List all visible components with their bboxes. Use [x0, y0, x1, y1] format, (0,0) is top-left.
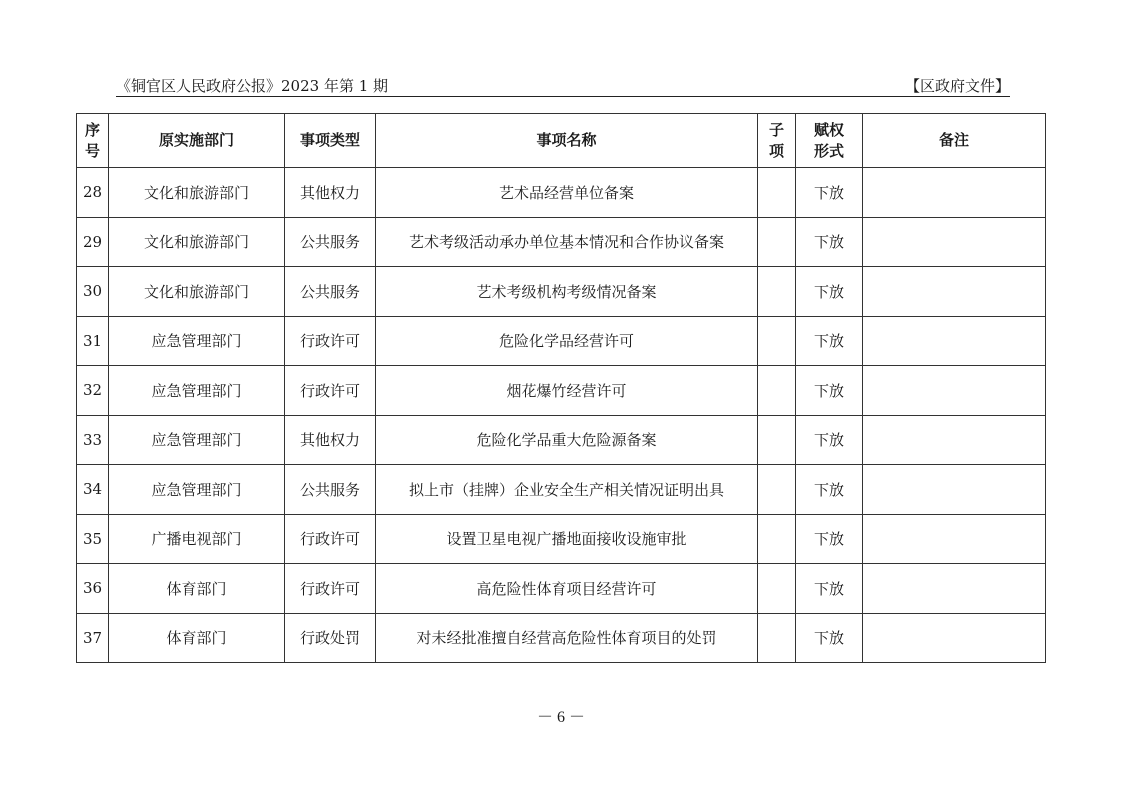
cell-remark [863, 564, 1046, 614]
cell-type: 其他权力 [285, 168, 376, 218]
cell-department: 文化和旅游部门 [109, 168, 285, 218]
cell-name: 烟花爆竹经营许可 [376, 366, 758, 416]
cell-name: 艺术考级活动承办单位基本情况和合作协议备案 [376, 217, 758, 267]
cell-subitem [758, 415, 796, 465]
cell-department: 应急管理部门 [109, 465, 285, 515]
cell-department: 体育部门 [109, 613, 285, 663]
cell-remark [863, 613, 1046, 663]
cell-subitem [758, 613, 796, 663]
cell-type: 公共服务 [285, 267, 376, 317]
cell-seq: 30 [77, 267, 109, 317]
cell-department: 应急管理部门 [109, 316, 285, 366]
cell-name: 艺术品经营单位备案 [376, 168, 758, 218]
cell-department: 应急管理部门 [109, 415, 285, 465]
cell-seq: 35 [77, 514, 109, 564]
table-row [77, 168, 1046, 218]
cell-remark [863, 514, 1046, 564]
table-row [77, 514, 1046, 564]
cell-type: 行政许可 [285, 316, 376, 366]
cell-department: 应急管理部门 [109, 366, 285, 416]
cell-remark [863, 168, 1046, 218]
cell-subitem [758, 465, 796, 515]
bulletin-title: 《铜官区人民政府公报》2023 年第 1 期 [116, 77, 389, 95]
cell-type: 公共服务 [285, 465, 376, 515]
cell-type: 行政许可 [285, 366, 376, 416]
cell-remark [863, 415, 1046, 465]
cell-subitem [758, 168, 796, 218]
table-row [77, 316, 1046, 366]
cell-department: 文化和旅游部门 [109, 217, 285, 267]
section-label: 【区政府文件】 [904, 77, 1010, 95]
cell-name: 艺术考级机构考级情况备案 [376, 267, 758, 317]
column-header-department: 原实施部门 [109, 114, 285, 168]
cell-seq: 37 [77, 613, 109, 663]
cell-seq: 36 [77, 564, 109, 614]
cell-authority: 下放 [796, 514, 863, 564]
page-number: － 6 － [536, 709, 585, 726]
cell-authority: 下放 [796, 613, 863, 663]
table-row [77, 564, 1046, 614]
table-row [77, 465, 1046, 515]
column-header-type: 事项类型 [285, 114, 376, 168]
cell-name: 危险化学品重大危险源备案 [376, 415, 758, 465]
column-header-name: 事项名称 [376, 114, 758, 168]
cell-seq: 33 [77, 415, 109, 465]
cell-subitem [758, 267, 796, 317]
cell-seq: 31 [77, 316, 109, 366]
cell-name: 高危险性体育项目经营许可 [376, 564, 758, 614]
cell-seq: 34 [77, 465, 109, 515]
cell-remark [863, 316, 1046, 366]
cell-authority: 下放 [796, 564, 863, 614]
table-row [77, 366, 1046, 416]
items-table [76, 113, 1046, 663]
cell-type: 公共服务 [285, 217, 376, 267]
table-row [77, 613, 1046, 663]
cell-subitem [758, 316, 796, 366]
cell-subitem [758, 564, 796, 614]
cell-authority: 下放 [796, 267, 863, 317]
table-row [77, 217, 1046, 267]
cell-subitem [758, 366, 796, 416]
cell-authority: 下放 [796, 217, 863, 267]
cell-name: 危险化学品经营许可 [376, 316, 758, 366]
cell-name: 拟上市（挂牌）企业安全生产相关情况证明出具 [376, 465, 758, 515]
cell-department: 体育部门 [109, 564, 285, 614]
cell-name: 设置卫星电视广播地面接收设施审批 [376, 514, 758, 564]
column-header-seq: 序号 [77, 114, 109, 168]
cell-remark [863, 217, 1046, 267]
cell-subitem [758, 514, 796, 564]
cell-type: 其他权力 [285, 415, 376, 465]
cell-authority: 下放 [796, 316, 863, 366]
column-header-remark: 备注 [863, 114, 1046, 168]
cell-type: 行政许可 [285, 564, 376, 614]
cell-name: 对未经批准擅自经营高危险性体育项目的处罚 [376, 613, 758, 663]
cell-seq: 32 [77, 366, 109, 416]
cell-type: 行政处罚 [285, 613, 376, 663]
cell-remark [863, 465, 1046, 515]
cell-seq: 29 [77, 217, 109, 267]
cell-seq: 28 [77, 168, 109, 218]
cell-authority: 下放 [796, 465, 863, 515]
cell-department: 文化和旅游部门 [109, 267, 285, 317]
cell-authority: 下放 [796, 168, 863, 218]
cell-authority: 下放 [796, 366, 863, 416]
cell-authority: 下放 [796, 415, 863, 465]
table-header-row [77, 114, 1046, 168]
cell-remark [863, 366, 1046, 416]
cell-remark [863, 267, 1046, 317]
page-header [116, 76, 1010, 97]
cell-type: 行政许可 [285, 514, 376, 564]
column-header-subitem: 子项 [758, 114, 796, 168]
table-row [77, 267, 1046, 317]
cell-department: 广播电视部门 [109, 514, 285, 564]
table-row [77, 415, 1046, 465]
column-header-authority: 赋权形式 [796, 114, 863, 168]
cell-subitem [758, 217, 796, 267]
